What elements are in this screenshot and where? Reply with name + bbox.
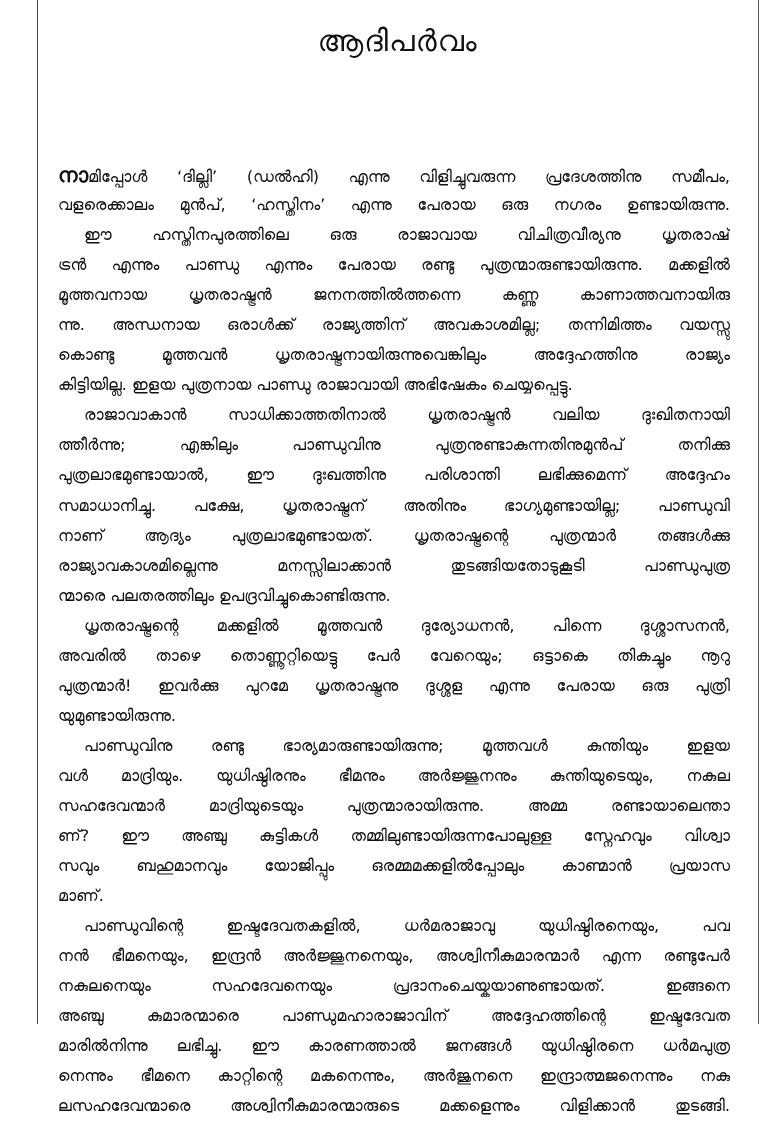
left-border-line bbox=[37, 0, 38, 1024]
line-text: മിപ്പോൾ ‘ദില്ലി’ (ഡൽഹി) എന്നു വിളിച്ചുവരുന്ന പ്രദേശത്തിനു സമീപം, bbox=[88, 167, 730, 186]
text-line bbox=[58, 1091, 730, 1121]
right-border-line bbox=[758, 0, 759, 1024]
line-text: പാണ്ഡുവിന്റെ ഇഷ്ടദേവതകളിൽ, ധർമരാജാവു യുധിഷ്ഠിരനെയും, പവ bbox=[84, 916, 730, 936]
line-text: മൂത്തവനായ ധൃതരാഷ്ട്രൻ ജനനത്തിൽത്തന്നെ കണ്ണു കാണാത്തവനായിരു bbox=[58, 285, 730, 305]
text-line bbox=[58, 190, 730, 220]
text-line bbox=[58, 791, 730, 821]
text-line bbox=[58, 671, 730, 701]
line-text: വളരെക്കാലം മുൻപ്, ‘ഹസ്തിനം’ എന്നു പേരായ ഒരു നഗരം ഉണ്ടായിരുന്നു. bbox=[58, 195, 730, 215]
text-line bbox=[58, 280, 730, 310]
line-text: സമാധാനിച്ചു. പക്ഷേ, ധൃതരാഷ്ട്രന് അതിനും ഭാഗ്യമുണ്ടായില്ല; പാണ്ഡുവി bbox=[58, 495, 730, 515]
line-text: സഹദേവന്മാർ മാദ്രിയുടെയും പുത്രന്മാരായിരുന്നു. അമ്മ രണ്ടായാലെന്താ bbox=[58, 795, 730, 815]
text-line bbox=[58, 220, 730, 250]
text-line bbox=[58, 821, 730, 851]
line-text: അഞ്ചു കുമാരന്മാരെ പാണ്ഡുമഹാരാജാവിന് അദ്ദേഹത്തിന്റെ ഇഷ്ടദേവത bbox=[58, 1006, 730, 1026]
line-text: സവും ബഹുമാനവും യോജിപ്പും ഒരമ്മമക്കളിൽപ്പോലും കാണ്മാൻ പ്രയാസ bbox=[58, 856, 730, 876]
text-line bbox=[58, 941, 730, 971]
line-text: മാരിൽനിന്നു ലഭിച്ചു. ഈ കാരണത്താൽ ജനങ്ങൾ യുധിഷ്ഠിരനെ ധർമപുത്ര bbox=[58, 1036, 730, 1056]
text-line bbox=[58, 971, 730, 1001]
text-line bbox=[58, 340, 730, 370]
text-line bbox=[58, 1061, 730, 1091]
text-line bbox=[58, 250, 730, 280]
text-line bbox=[58, 881, 730, 911]
text-line bbox=[58, 731, 730, 761]
page-title: ആദിപർവം bbox=[317, 24, 478, 60]
text-line bbox=[58, 611, 730, 641]
text-line bbox=[58, 430, 730, 460]
text-line bbox=[58, 460, 730, 490]
line-text: ന്നു. അന്ധനായ ഒരാൾക്ക് രാജ്യത്തിന് അവകാശമില്ല; തന്നിമിത്തം വയസ്സു bbox=[58, 315, 730, 335]
line-text: നാണ് ആദ്യം പുത്രലാഭമുണ്ടായത്. ധൃതരാഷ്ട്രന്റെ പുത്രന്മാർ തങ്ങൾക്കു bbox=[58, 525, 730, 545]
line-text: പാണ്ഡുവിനു രണ്ടു ഭാര്യമാരുണ്ടായിരുന്നു; മൂത്തവൾ കുന്തിയും ഇളയ bbox=[84, 735, 730, 755]
text-line bbox=[58, 641, 730, 671]
line-text: ധൃതരാഷ്ട്രന്റെ മക്കളിൽ മൂത്തവൻ ദുര്യോധനൻ, പിന്നെ ദുശ്ശാസനൻ, bbox=[84, 615, 730, 635]
line-text: ത്തീർന്നു; എങ്കിലും പാണ്ഡുവിനു പുത്രനുണ്ടാകുന്നതിനുമുൻപ് തനിക്കു bbox=[58, 435, 730, 455]
line-text: പുത്രലാഭമുണ്ടായാൽ, ഈ ദുഃഖത്തിനു പരിശാന്തി ലഭിക്കുമെന്ന് അദ്ദേഹം bbox=[58, 465, 730, 485]
line-text: നൻ ഭീമനെയും, ഇന്ദ്രൻ അർജ്ജുനനെയും, അശ്വിനീകുമാരന്മാർ എന്ന രണ്ടുപേർ bbox=[58, 946, 730, 966]
text-line bbox=[58, 581, 730, 611]
text-line bbox=[58, 1031, 730, 1061]
line-text: പുത്രന്മാർ! ഇവർക്കു പുറമേ ധൃതരാഷ്ട്രനു ദുശ്ശള എന്നു പേരായ ഒരു പുത്രി bbox=[58, 675, 730, 695]
line-text: യുമുണ്ടായിരുന്നു. bbox=[58, 705, 176, 725]
text-line bbox=[58, 701, 730, 731]
line-text: കിട്ടിയില്ല. ഇളയ പുത്രനായ പാണ്ഡു രാജാവായി അഭിഷേകം ചെയ്യപ്പെട്ടു. bbox=[58, 375, 573, 395]
line-text: ഈ ഹസ്തിനപുരത്തിലെ ഒരു രാജാവായ വിചിത്രവീര്യനു ധൃതരാഷ് bbox=[84, 225, 730, 245]
text-line bbox=[58, 400, 730, 430]
line-text: നകുലനെയും സഹദേവനെയും പ്രദാനംചെയ്കയാണുണ്ടായത്. ഇങ്ങനെ bbox=[58, 976, 730, 996]
line-text: നെന്നും ഭീമനെ കാറ്റിന്റെ മകനെന്നും, അർജുനനെ ഇന്ദ്രാത്മജനെന്നും നകു bbox=[58, 1066, 730, 1086]
text-line bbox=[58, 370, 730, 400]
text-line bbox=[58, 551, 730, 581]
text-line bbox=[58, 491, 730, 521]
line-text: ലസഹദേവന്മാരെ അശ്വിനീകുമാരന്മാരുടെ മക്കളെന്നും വിളിക്കാൻ തുടങ്ങി. bbox=[58, 1096, 730, 1116]
line-text: കൊണ്ടു മൂത്തവൻ ധൃതരാഷ്ട്രനായിരുന്നുവെങ്കിലും അദ്ദേഹത്തിനു രാജ്യം bbox=[58, 345, 730, 365]
line-text: ന്മാരെ പലതരത്തിലും ഉപദ്രവിച്ചുകൊണ്ടിരുന്നു. bbox=[58, 585, 391, 605]
text-line bbox=[58, 1001, 730, 1031]
text-line bbox=[58, 310, 730, 340]
text-line bbox=[58, 160, 730, 190]
line-text: ട്രൻ എന്നും പാണ്ഡു എന്നും പേരായ രണ്ടു പുത്രന്മാരുണ്ടായിരുന്നു. മക്കളിൽ bbox=[58, 255, 730, 275]
drop-cap: നാ bbox=[58, 163, 89, 187]
line-text: വൾ മാദ്രിയും. യുധിഷ്ഠിരനും ഭീമനും അർജ്ജുനനും കുന്തിയുടെയും, നകുല bbox=[58, 765, 730, 785]
text-line bbox=[58, 761, 730, 791]
text-line bbox=[58, 851, 730, 881]
line-text: മാണ്. bbox=[58, 886, 104, 906]
line-text: രാജ്യാവകാശമില്ലെന്നു മനസ്സിലാക്കാൻ തുടങ്ങിയതോടുകൂടി പാണ്ഡുപുത്ര bbox=[58, 555, 730, 575]
line-text: ണ്? ഈ അഞ്ചു കുട്ടികൾ തമ്മിലുണ്ടായിരുന്നപോലുള്ള സ്നേഹവും വിശ്വാ bbox=[58, 826, 730, 846]
text-line bbox=[58, 521, 730, 551]
line-text: രാജാവാകാൻ സാധിക്കാത്തതിനാൽ ധൃതരാഷ്ട്രൻ വലിയ ദുഃഖിതനായി bbox=[84, 405, 730, 425]
text-line bbox=[58, 911, 730, 941]
body-text bbox=[58, 160, 730, 1122]
line-text: അവരിൽ താഴെ തൊണ്ണൂറ്റിയെട്ടു പേർ വേറെയും; ഒട്ടാകെ തികച്ചും നൂറു bbox=[58, 645, 730, 665]
